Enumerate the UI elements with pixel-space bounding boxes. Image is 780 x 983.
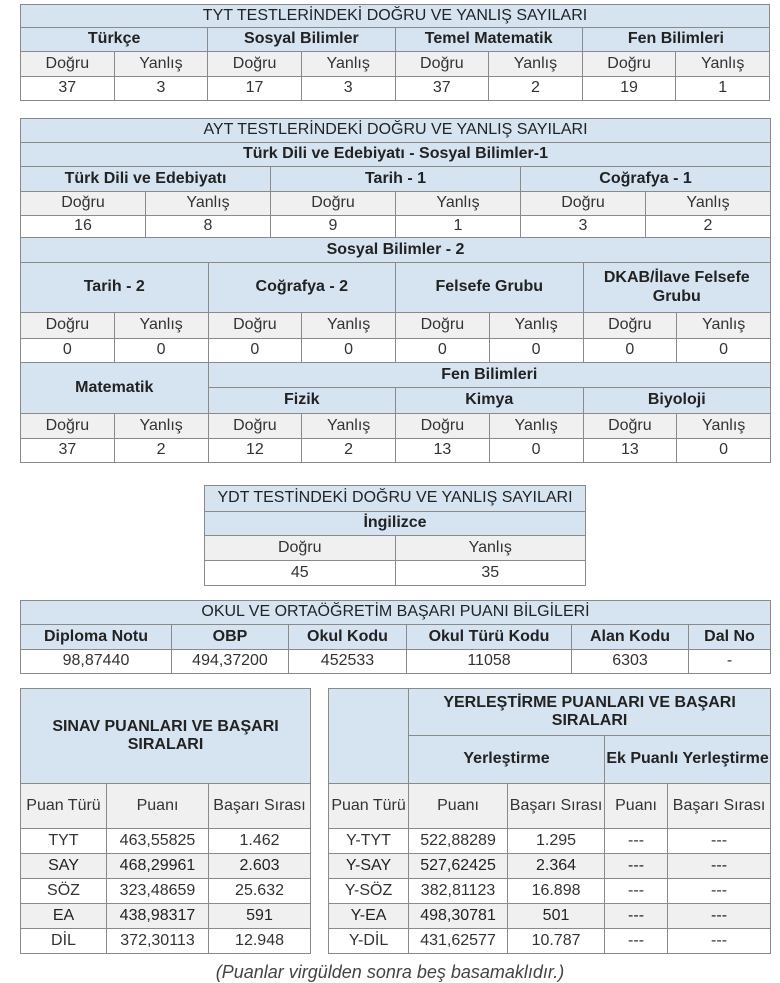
tyt-subject: Fen Bilimleri	[582, 28, 769, 52]
okul-header: Alan Kodu	[572, 625, 689, 650]
sinav-cell: SÖZ	[21, 879, 107, 904]
dogru-label: Doğru	[583, 313, 677, 339]
ayt-value: 1	[396, 216, 521, 238]
ayt-value: 2	[646, 216, 771, 238]
ayt-group2-title: Sosyal Bilimler - 2	[21, 238, 771, 263]
puanlar-table	[20, 688, 771, 954]
okul-header: Okul Türü Kodu	[407, 625, 572, 650]
dogru-label: Doğru	[205, 536, 396, 561]
ayt-value: 0	[677, 339, 771, 363]
yanlis-label: Yanlış	[489, 313, 583, 339]
ayt-value: 0	[489, 439, 583, 463]
ayt-value: 0	[583, 339, 677, 363]
tyt-table	[20, 4, 770, 101]
yerlestirme-cell: 10.787	[508, 929, 605, 954]
ydt-value: 35	[395, 561, 586, 586]
ayt-value: 9	[271, 216, 396, 238]
yerlestirme-cell: 498,30781	[409, 904, 508, 929]
ayt-value: 37	[21, 439, 115, 463]
yerlestirme-cell: ---	[668, 929, 771, 954]
dogru-label: Doğru	[396, 414, 490, 439]
yanlis-label: Yanlış	[677, 414, 771, 439]
ydt-title: YDT TESTİNDEKİ DOĞRU VE YANLIŞ SAYILARI	[205, 486, 586, 512]
tyt-value: 2	[489, 77, 583, 101]
yanlis-label: Yanlış	[677, 313, 771, 339]
ayt-title: AYT TESTLERİNDEKİ DOĞRU VE YANLIŞ SAYILARI	[21, 119, 771, 143]
ydt-table	[204, 485, 586, 586]
yanlis-label: Yanlış	[489, 414, 583, 439]
yerlestirme-title: YERLEŞTİRME PUANLARI VE BAŞARI SIRALARI	[409, 689, 771, 736]
yanlis-label: Yanlış	[302, 414, 396, 439]
yanlis-label: Yanlış	[396, 192, 521, 216]
okul-value: 98,87440	[21, 650, 172, 674]
okul-header: Okul Kodu	[289, 625, 407, 650]
okul-value: -	[689, 650, 771, 674]
ayt-value: 16	[21, 216, 146, 238]
okul-header: OBP	[172, 625, 289, 650]
ayt-subject: Kimya	[396, 388, 584, 414]
sinav-cell: SAY	[21, 854, 107, 879]
ayt-subject: Felsefe Grubu	[396, 263, 584, 313]
tyt-value: 19	[582, 77, 676, 101]
tyt-value: 37	[21, 77, 115, 101]
dogru-label: Doğru	[21, 52, 115, 77]
sinav-cell: 438,98317	[107, 904, 209, 929]
sinav-cell: 25.632	[209, 879, 311, 904]
dogru-label: Doğru	[208, 414, 302, 439]
yerlestirme-header: Başarı Sırası	[508, 784, 605, 829]
ayt-subject: DKAB/İlave Felsefe Grubu	[583, 263, 771, 313]
dogru-label: Doğru	[21, 192, 146, 216]
ayt-value: 0	[208, 339, 302, 363]
dogru-label: Doğru	[395, 52, 489, 77]
dogru-label: Doğru	[521, 192, 646, 216]
yanlis-label: Yanlış	[646, 192, 771, 216]
tyt-value: 17	[208, 77, 302, 101]
tyt-value: 37	[395, 77, 489, 101]
ayt-subject: Biyoloji	[583, 388, 771, 414]
yerlestirme-header: Puanı	[605, 784, 668, 829]
ayt-subject: Fizik	[208, 388, 396, 414]
yerlestirme-sub: Yerleştirme	[409, 736, 605, 784]
sinav-cell: 12.948	[209, 929, 311, 954]
ayt-value: 3	[521, 216, 646, 238]
dogru-label: Doğru	[21, 414, 115, 439]
ayt-value: 0	[489, 339, 583, 363]
okul-header: Dal No	[689, 625, 771, 650]
ydt-value: 45	[205, 561, 396, 586]
yanlis-label: Yanlış	[114, 313, 208, 339]
ayt-value: 13	[396, 439, 490, 463]
yerlestirme-cell: Y-TYT	[329, 829, 409, 854]
yerlestirme-header: Puanı	[409, 784, 508, 829]
yerlestirme-cell: ---	[605, 854, 668, 879]
yerlestirme-cell: Y-SAY	[329, 854, 409, 879]
yanlis-label: Yanlış	[676, 52, 770, 77]
tyt-value: 3	[301, 77, 395, 101]
yerlestirme-cell: 2.364	[508, 854, 605, 879]
sinav-cell: 591	[209, 904, 311, 929]
sinav-cell: 323,48659	[107, 879, 209, 904]
yerlestirme-cell: Y-DİL	[329, 929, 409, 954]
dogru-label: Doğru	[582, 52, 676, 77]
ayt-subject: Tarih - 1	[271, 167, 521, 192]
okul-header: Diploma Notu	[21, 625, 172, 650]
sinav-cell: EA	[21, 904, 107, 929]
yanlis-label: Yanlış	[395, 536, 586, 561]
okul-table	[20, 600, 771, 674]
dogru-label: Doğru	[208, 52, 302, 77]
sinav-cell: 468,29961	[107, 854, 209, 879]
ayt-value: 0	[21, 339, 115, 363]
okul-value: 494,37200	[172, 650, 289, 674]
ayt-value: 2	[114, 439, 208, 463]
yanlis-label: Yanlış	[302, 313, 396, 339]
ayt-math-title: Matematik	[21, 363, 209, 414]
sinav-header: Puanı	[107, 784, 209, 829]
yerlestirme-cell: 527,62425	[409, 854, 508, 879]
ayt-value: 13	[583, 439, 677, 463]
tyt-subject: Türkçe	[21, 28, 208, 52]
ayt-subject: Türk Dili ve Edebiyatı	[21, 167, 271, 192]
yerlestirme-header: Puan Türü	[329, 784, 409, 829]
yerlestirme-cell: 431,62577	[409, 929, 508, 954]
dogru-label: Doğru	[583, 414, 677, 439]
tyt-subject: Temel Matematik	[395, 28, 582, 52]
ayt-table	[20, 118, 771, 463]
footer-note: (Puanlar virgülden sonra beş basamaklıdır.)	[215, 962, 565, 982]
yerlestirme-cell: 382,81123	[409, 879, 508, 904]
ek-puanli-sub: Ek Puanlı Yerleştirme	[605, 736, 771, 784]
yerlestirme-cell: Y-SÖZ	[329, 879, 409, 904]
yerlestirme-cell: 501	[508, 904, 605, 929]
sinav-header: Puan Türü	[21, 784, 107, 829]
ayt-subject: Tarih - 2	[21, 263, 209, 313]
ayt-value: 0	[677, 439, 771, 463]
yanlis-label: Yanlış	[114, 52, 208, 77]
okul-value: 11058	[407, 650, 572, 674]
yerlestirme-cell: ---	[605, 904, 668, 929]
dogru-label: Doğru	[396, 313, 490, 339]
okul-value: 452533	[289, 650, 407, 674]
sinav-cell: 372,30113	[107, 929, 209, 954]
tyt-title: TYT TESTLERİNDEKİ DOĞRU VE YANLIŞ SAYILARI	[21, 5, 770, 28]
tyt-subject: Sosyal Bilimler	[208, 28, 395, 52]
ayt-group1-title: Türk Dili ve Edebiyatı - Sosyal Bilimler-1	[21, 143, 771, 167]
sinav-cell: DİL	[21, 929, 107, 954]
yerlestirme-header: Başarı Sırası	[668, 784, 771, 829]
ayt-value: 0	[302, 339, 396, 363]
yerlestirme-cell: 16.898	[508, 879, 605, 904]
yerlestirme-cell: 1.295	[508, 829, 605, 854]
dogru-label: Doğru	[271, 192, 396, 216]
column-gap	[311, 689, 329, 954]
sinav-title: SINAV PUANLARI VE BAŞARI SIRALARI	[21, 689, 311, 784]
sinav-header: Başarı Sırası	[209, 784, 311, 829]
yerlestirme-cell: ---	[605, 879, 668, 904]
ayt-subject: Coğrafya - 2	[208, 263, 396, 313]
ayt-science-title: Fen Bilimleri	[208, 363, 771, 388]
tyt-value: 1	[676, 77, 770, 101]
sinav-cell: 2.603	[209, 854, 311, 879]
okul-value: 6303	[572, 650, 689, 674]
yerlestirme-cell: ---	[668, 854, 771, 879]
sinav-cell: 1.462	[209, 829, 311, 854]
dogru-label: Doğru	[208, 313, 302, 339]
ayt-value: 8	[146, 216, 271, 238]
yanlis-label: Yanlış	[489, 52, 583, 77]
yanlis-label: Yanlış	[114, 414, 208, 439]
tyt-value: 3	[114, 77, 208, 101]
yerlestirme-cell: ---	[668, 829, 771, 854]
ayt-value: 2	[302, 439, 396, 463]
ydt-language: İngilizce	[205, 512, 586, 536]
yerlestirme-cell: ---	[668, 879, 771, 904]
sinav-cell: 463,55825	[107, 829, 209, 854]
ayt-value: 12	[208, 439, 302, 463]
yerlestirme-cell: ---	[605, 829, 668, 854]
ayt-subject: Coğrafya - 1	[521, 167, 771, 192]
dogru-label: Doğru	[21, 313, 115, 339]
yerlestirme-corner	[329, 689, 409, 784]
sinav-cell: TYT	[21, 829, 107, 854]
yanlis-label: Yanlış	[301, 52, 395, 77]
yerlestirme-cell: ---	[605, 929, 668, 954]
yerlestirme-cell: ---	[668, 904, 771, 929]
yanlis-label: Yanlış	[146, 192, 271, 216]
ayt-value: 0	[396, 339, 490, 363]
okul-title: OKUL VE ORTAÖĞRETİM BAŞARI PUANI BİLGİLERİ	[21, 601, 771, 625]
ayt-value: 0	[114, 339, 208, 363]
yerlestirme-cell: 522,88289	[409, 829, 508, 854]
yerlestirme-cell: Y-EA	[329, 904, 409, 929]
